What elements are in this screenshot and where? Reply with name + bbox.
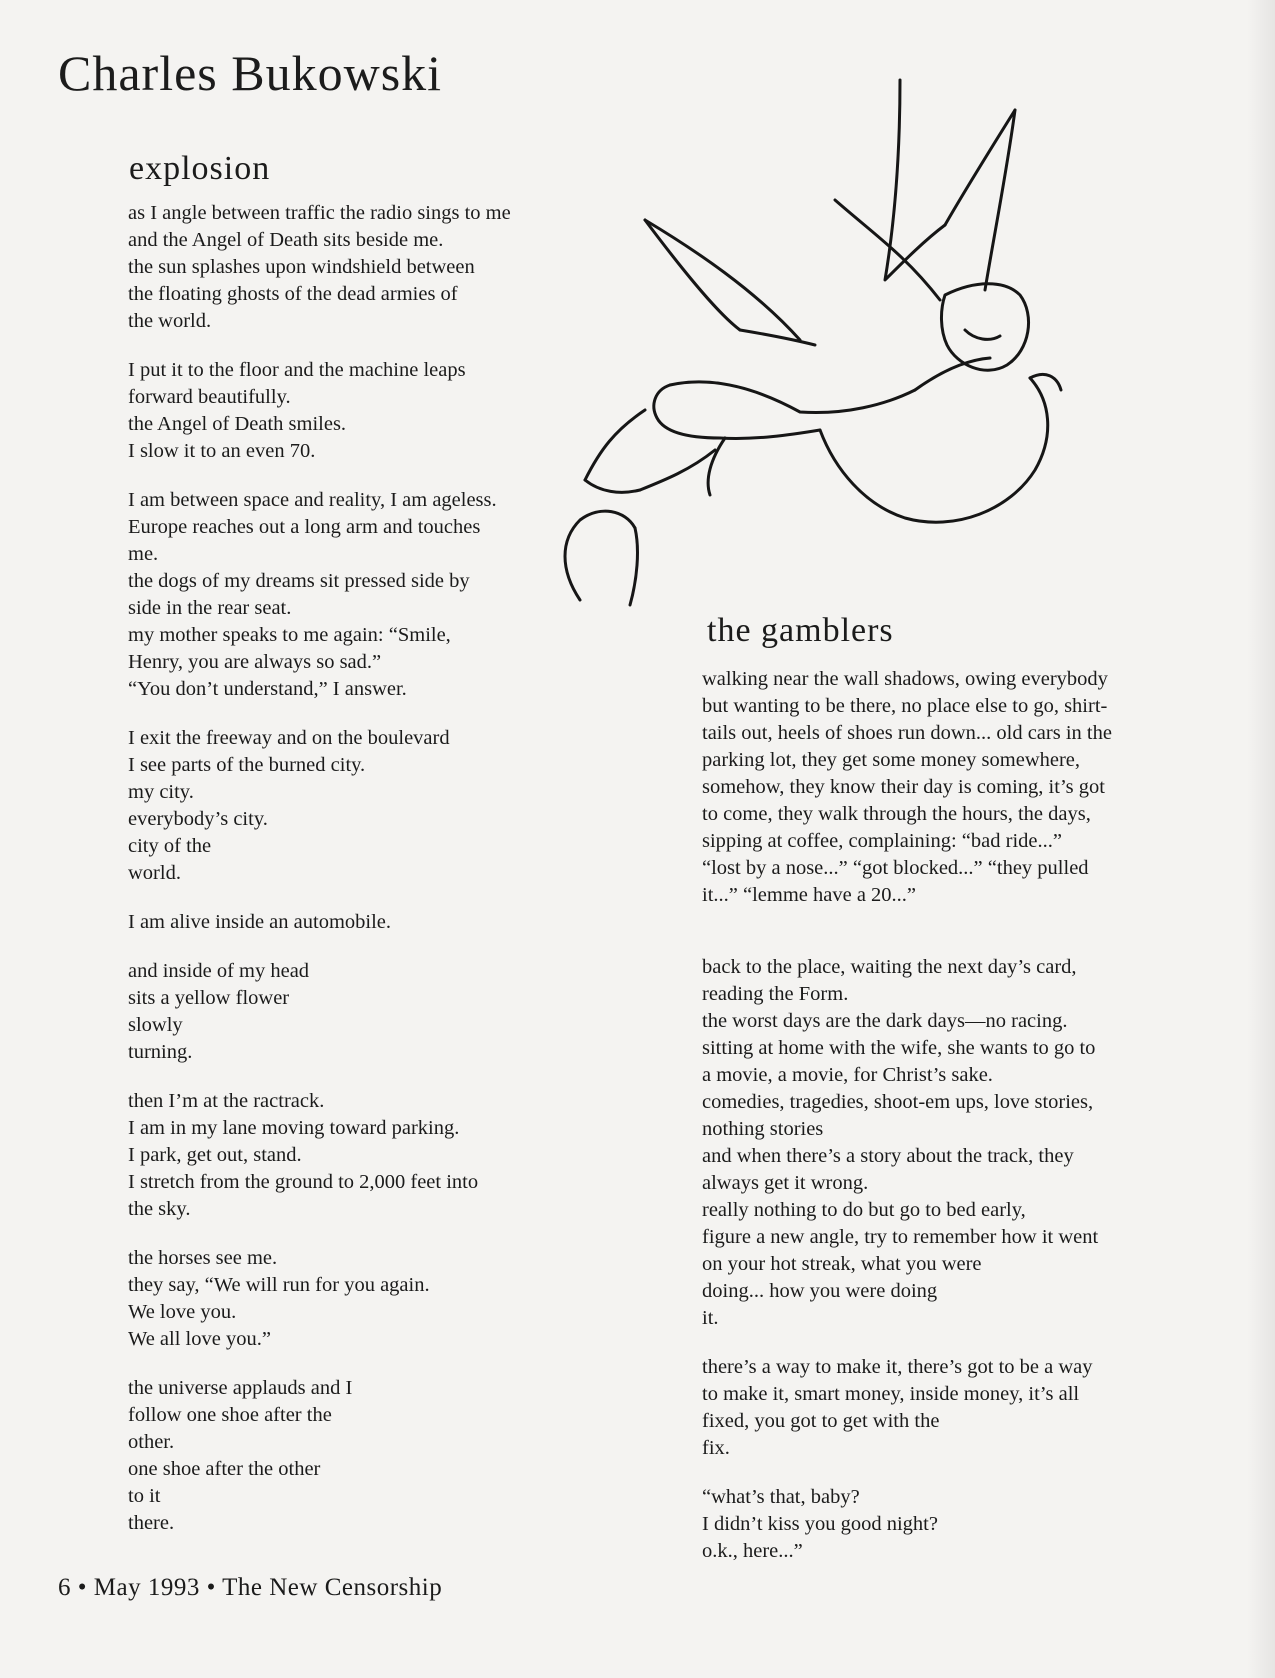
poem-line: back to the place, waiting the next day’s card,: [702, 956, 1077, 978]
poem-line: my city.: [128, 781, 194, 803]
poem-line: world.: [128, 862, 181, 884]
poem-line: figure a new angle, try to remember how it went: [702, 1226, 1099, 1248]
poem-line: side in the rear seat.: [128, 597, 292, 619]
poem-line: We all love you.”: [128, 1328, 271, 1350]
poem-line: Europe reaches out a long arm and touches: [128, 516, 481, 538]
poem-line: nothing stories: [702, 1118, 824, 1140]
poem-line: the universe applauds and I: [128, 1377, 353, 1399]
stanza: [128, 1245, 511, 1353]
poem-line: “what’s that, baby?: [702, 1486, 860, 1508]
poem-line: on your hot streak, what you were: [702, 1253, 982, 1275]
poem-line: “You don’t understand,” I answer.: [128, 678, 407, 700]
poem-body-explosion: [128, 200, 511, 1537]
stanza: [702, 954, 1112, 1332]
poem-line: doing... how you were doing: [702, 1280, 938, 1302]
stanza: [702, 1484, 1112, 1565]
poem-line: but wanting to be there, no place else to go, shirt-: [702, 695, 1108, 717]
stanza: [128, 909, 511, 936]
poem-line: We love you.: [128, 1301, 237, 1323]
poem-line: to it: [128, 1485, 161, 1507]
poem-line: to make it, smart money, inside money, it’s all: [702, 1383, 1080, 1405]
poem-line: o.k., here...”: [702, 1540, 803, 1562]
poem-line: then I’m at the ractrack.: [128, 1090, 325, 1112]
poem-line: fixed, you got to get with the: [702, 1410, 940, 1432]
poem-line: I am between space and reality, I am ageless.: [128, 489, 497, 511]
stanza: [128, 200, 511, 335]
stanza-gap: [128, 887, 511, 909]
stanza: [128, 357, 511, 465]
poem-line: the worst days are the dark days—no racing.: [702, 1010, 1068, 1032]
poem-line: walking near the wall shadows, owing everybody: [702, 668, 1108, 690]
stanza: [128, 1375, 511, 1537]
poem-line: fix.: [702, 1437, 730, 1459]
poem-title-explosion: explosion: [129, 150, 271, 187]
poem-line: “lost by a nose...” “got blocked...” “they pulled: [702, 857, 1089, 879]
poem-line: I stretch from the ground to 2,000 feet into: [128, 1171, 479, 1193]
page-edge-shadow: [1247, 0, 1275, 1678]
stanza-gap: [702, 1332, 1112, 1354]
poem-line: somehow, they know their day is coming, it’s got: [702, 776, 1105, 798]
poem-line: they say, “We will run for you again.: [128, 1274, 430, 1296]
poem-line: I see parts of the burned city.: [128, 754, 366, 776]
poem-line: and when there’s a story about the track, they: [702, 1145, 1074, 1167]
stanza: [128, 487, 511, 703]
poem-line: the Angel of Death smiles.: [128, 413, 347, 435]
stanza: [128, 958, 511, 1066]
poem-line: the dogs of my dreams sit pressed side by: [128, 570, 470, 592]
poem-line: sitting at home with the wife, she wants to go to: [702, 1037, 1096, 1059]
stanza-gap: [128, 936, 511, 958]
stanza-gap: [702, 1462, 1112, 1484]
poem-line: I park, get out, stand.: [128, 1144, 302, 1166]
poem-line: I put it to the floor and the machine leaps: [128, 359, 466, 381]
poem-line: Henry, you are always so sad.”: [128, 651, 382, 673]
poem-line: there.: [128, 1512, 175, 1534]
poem-line: it...” “lemme have a 20...”: [702, 884, 917, 906]
poem-line: I am alive inside an automobile.: [128, 911, 392, 933]
poem-line: forward beautifully.: [128, 386, 291, 408]
poem-line: always get it wrong.: [702, 1172, 869, 1194]
stanza: [128, 1088, 511, 1223]
author-heading: Charles Bukowski: [58, 45, 443, 101]
poem-line: comedies, tragedies, shoot-em ups, love stories,: [702, 1091, 1094, 1113]
poem-line: one shoe after the other: [128, 1458, 321, 1480]
poem-line: it.: [702, 1307, 719, 1329]
poem-line: there’s a way to make it, there’s got to be a way: [702, 1356, 1093, 1378]
poem-line: the horses see me.: [128, 1247, 278, 1269]
stanza-gap: [702, 909, 1112, 954]
page-footer: 6 • May 1993 • The New Censorship: [58, 1574, 443, 1601]
stanza-gap: [128, 1066, 511, 1088]
poem-line: turning.: [128, 1041, 193, 1063]
stanza: [702, 666, 1112, 909]
poem-line: slowly: [128, 1014, 183, 1036]
poem-line: me.: [128, 543, 159, 565]
poem-line: city of the: [128, 835, 212, 857]
stanza-gap: [128, 1223, 511, 1245]
poem-line: the floating ghosts of the dead armies of: [128, 283, 458, 305]
poem-line: sipping at coffee, complaining: “bad ride...”: [702, 830, 1062, 852]
stanza-gap: [128, 1353, 511, 1375]
poem-line: I am in my lane moving toward parking.: [128, 1117, 460, 1139]
poem-line: follow one shoe after the: [128, 1404, 332, 1426]
stanza: [128, 725, 511, 887]
poem-title-gamblers: the gamblers: [707, 612, 894, 649]
poem-line: the sun splashes upon windshield between: [128, 256, 475, 278]
poem-line: sits a yellow flower: [128, 987, 290, 1009]
poem-line: to come, they walk through the hours, the days,: [702, 803, 1091, 825]
poem-line: and the Angel of Death sits beside me.: [128, 229, 444, 251]
poem-line: and inside of my head: [128, 960, 310, 982]
poem-line: everybody’s city.: [128, 808, 268, 830]
poem-line: the world.: [128, 310, 212, 332]
stanza-gap: [128, 703, 511, 725]
poem-body-gamblers: [702, 666, 1112, 1565]
poem-line: tails out, heels of shoes run down... old cars in the: [702, 722, 1112, 744]
poem-line: I didn’t kiss you good night?: [702, 1513, 938, 1535]
winged-figure-illustration: [545, 40, 1165, 660]
stanza-gap: [128, 465, 511, 487]
poem-line: I slow it to an even 70.: [128, 440, 316, 462]
stanza: [702, 1354, 1112, 1462]
poem-line: my mother speaks to me again: “Smile,: [128, 624, 451, 646]
poem-line: parking lot, they get some money somewhere,: [702, 749, 1081, 771]
poem-line: other.: [128, 1431, 175, 1453]
poem-line: the sky.: [128, 1198, 191, 1220]
poem-line: reading the Form.: [702, 983, 849, 1005]
poem-line: as I angle between traffic the radio sings to me: [128, 202, 511, 224]
stanza-gap: [128, 335, 511, 357]
poem-line: really nothing to do but go to bed early,: [702, 1199, 1026, 1221]
poem-line: I exit the freeway and on the boulevard: [128, 727, 450, 749]
poem-line: a movie, a movie, for Christ’s sake.: [702, 1064, 993, 1086]
